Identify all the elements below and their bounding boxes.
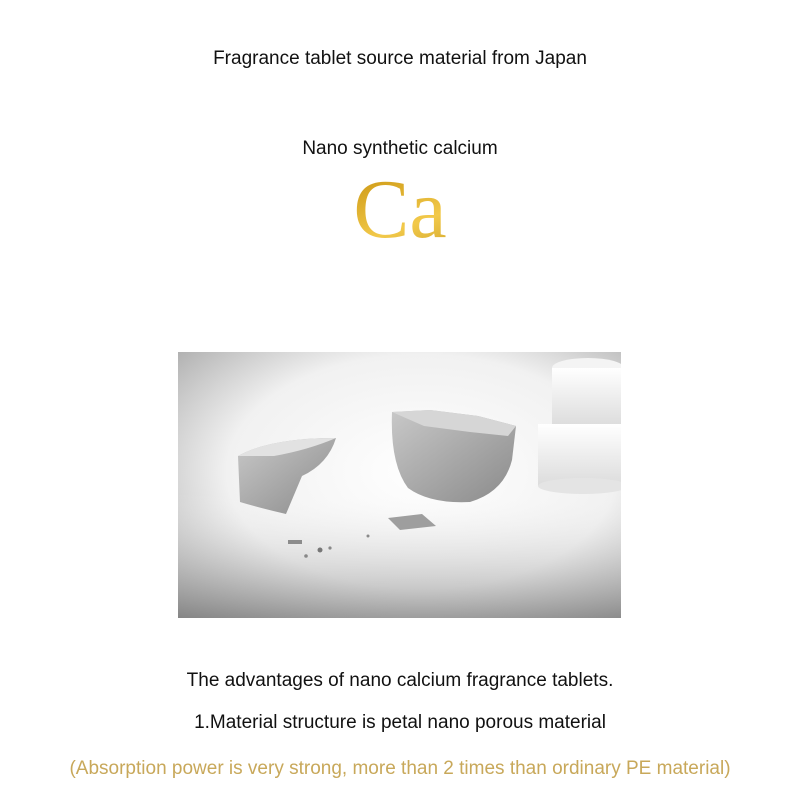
calcium-symbol: Ca [0, 168, 800, 252]
product-photo [178, 352, 621, 618]
advantage-point-1-note: (Absorption power is very strong, more than 2 times than ordinary PE material) [69, 758, 731, 779]
subtitle: Nano synthetic calcium [302, 138, 498, 159]
advantages-heading: The advantages of nano calcium fragrance tablets. [186, 670, 614, 691]
advantage-point-1: 1.Material structure is petal nano porous material [194, 712, 606, 733]
tablet-upper [552, 368, 621, 426]
page-title: Fragrance tablet source material from Japan [213, 48, 587, 69]
tablet-lower [538, 424, 621, 486]
